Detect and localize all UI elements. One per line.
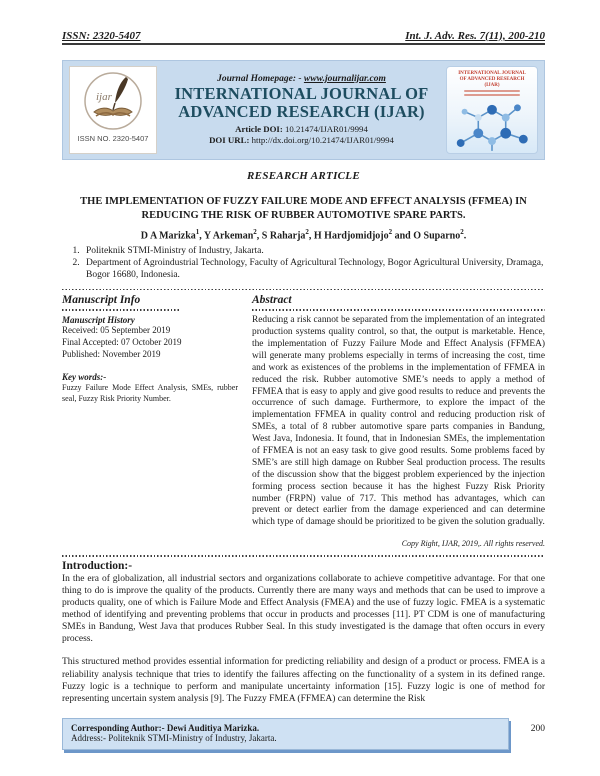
corresponding-address: Address:- Politeknik STMI-Ministry of Industry, Jakarta. (71, 733, 277, 743)
journal-title (165, 85, 438, 121)
abstract-text: Reducing a risk cannot be separated from the implementation of an integrated production systems quality control, so that, the output is marketable. Hence, the implementation of Fuzzy Failure Mode and Effect Analysis (FFMEA) will generate many problems especially in terms of increasing the cost, time and work as existences of the problems in the implementation of FFMEA in reduced the risk. Rubber automotive SME’s needs to apply a method of FFMEA that is easy to apply and give good results to reduce and prevents the occurrence of such damage. Furthermore, to explore the impact of the implementation FFMEA in quality control and reducing production risk of SMEs, a total of 8 rubber automotive spare parts companies in Bandung, West Java, Indonesia. It found, that in Indonesian SMEs, the implementation of FFMEA is not an easy task to give good results. Some problems faced by SME’s are still high damage on Rubber Seal production process. The results of the discussion show that the biggest problem experienced by the injection forming process section because it has the highest Fuzzy Risk Priority number (FRPN) value of 717. This method has advantages, which can prevent or detect earlier from the damage experienced and can determine which type of damage should be prioritized to be given the solution gradually. (252, 315, 545, 528)
affiliations-list (82, 245, 545, 282)
section-divider (62, 555, 545, 557)
homepage-label: Journal Homepage: - (217, 73, 302, 84)
introduction-heading: Introduction:- (62, 560, 133, 573)
affiliation-item: 2. Department of Agroindustrial Technology, Faculty of Agricultural Technology, Bogor Agricultural University, Dramaga, Bogor 16680, Indonesia. (82, 257, 545, 282)
journal-title-line2: ADVANCED RESEARCH (IJAR) (178, 101, 425, 121)
copyright-note: Copy Right, IJAR, 2019,. All rights reserved. (401, 539, 545, 549)
received-date: Received: 05 September 2019 (62, 325, 171, 336)
logo-issn: ISSN NO. 2320-5407 (77, 134, 149, 143)
banner-center (165, 66, 438, 154)
keywords-heading: Key words:- (62, 372, 107, 383)
article-doi-label: Article DOI: (235, 124, 283, 135)
page-footer (62, 718, 545, 750)
running-head-issn: ISSN: 2320-5407 (62, 30, 141, 42)
introduction-paragraph-1: In the era of globalization, all industrial sectors and organizations collaborate to achieve competitive advantage. For that one thing to do is improve the quality of the products. Currently there are many ways and methods that can be used to improve a products quality, one of which is Failure Mode and Effect Analysis (FMEA) and the use of fuzzy logic. FMEA is a systematic method of identifying and preventing problems that occur in products and processes [11]. PT CDM is one of manufacturing SMEs in Bandung, West Java that produces Rubber Seal. In this study investigated is the damage that often occurs in every process. (62, 574, 545, 645)
journal-homepage-line (165, 74, 438, 84)
abstract-heading: Abstract (252, 294, 292, 307)
doi-url-link[interactable]: http://dx.doi.org/10.21474/IJAR01/9994 (251, 135, 394, 146)
manuscript-info-column (62, 294, 238, 548)
heading-divider (252, 309, 545, 311)
doi-url-label: DOI URL: (209, 135, 250, 146)
molecule-graphic-icon (448, 98, 536, 153)
introduction-paragraph-2: This structured method provides essential information for predicting reliability and design of a product or process. FMEA is a reliability analysis technique that tries to identify the failures affecting on the functionality of a system in its defined range. Fuzzy logic is a technique to perform and manipulate uncertainty information [15]. Fuzzy logic is one of method for representing uncertain system analysis [9]. The Fuzzy FMEA (FFMEA) can determine the Risk (62, 657, 545, 704)
running-head-journal-ref: Int. J. Adv. Res. 7(11), 200-210 (405, 30, 545, 42)
running-head (62, 30, 545, 45)
keywords-text: Fuzzy Failure Mode Effect Analysis, SMEs, rubber seal, Fuzzy Risk Priority Number. (62, 383, 238, 403)
manuscript-info-heading: Manuscript Info (62, 294, 141, 307)
article-title: THE IMPLEMENTATION OF FUZZY FAILURE MODE AND EFFECT ANALYSIS (FFMEA) IN REDUCING THE RISK OF RUBBER AUTOMOTIVE SPARE PARTS. (80, 196, 527, 221)
info-abstract-section (62, 294, 545, 548)
section-divider (62, 289, 545, 291)
journal-title-line1: INTERNATIONAL JOURNAL OF (174, 83, 429, 103)
affiliation-item: 1. Politeknik STMI-Ministry of Industry, Jakarta. (82, 245, 545, 257)
article-doi-line (165, 124, 438, 135)
manuscript-history-heading: Manuscript History (62, 315, 135, 326)
doi-url-line (165, 135, 438, 146)
accepted-date: Final Accepted: 07 October 2019 (62, 336, 182, 347)
corresponding-author: Corresponding Author:- Dewi Auditiya Marizka. (71, 723, 260, 733)
article-type-label: RESEARCH ARTICLE (247, 170, 360, 182)
heading-divider (62, 309, 180, 311)
ijar-logo-icon (82, 70, 144, 132)
page-number: 200 (530, 724, 545, 734)
journal-cover-thumbnail (446, 66, 538, 154)
homepage-url-link[interactable]: www.journalijar.com (303, 73, 386, 84)
article-doi-value: 10.21474/IJAR01/9994 (285, 124, 368, 135)
abstract-column (252, 294, 545, 548)
journal-banner (62, 60, 545, 160)
cover-subtext-decoration (464, 94, 520, 96)
cover-title: INTERNATIONAL JOURNAL OF ADVANCED RESEARCH (IJAR) (458, 71, 526, 88)
logo-ijar-text: ijar (96, 91, 112, 103)
corresponding-author-box (62, 718, 509, 750)
published-date: Published: November 2019 (62, 348, 161, 359)
ijar-logo-box (69, 66, 157, 154)
authors-line: D A Marizka$^1$, Y Arkeman$^2$, S Raharja$^2$, H Hardjomidjojo$^2$ and O Suparno$^2$. (140, 228, 467, 242)
cover-subtext-decoration (464, 90, 520, 92)
